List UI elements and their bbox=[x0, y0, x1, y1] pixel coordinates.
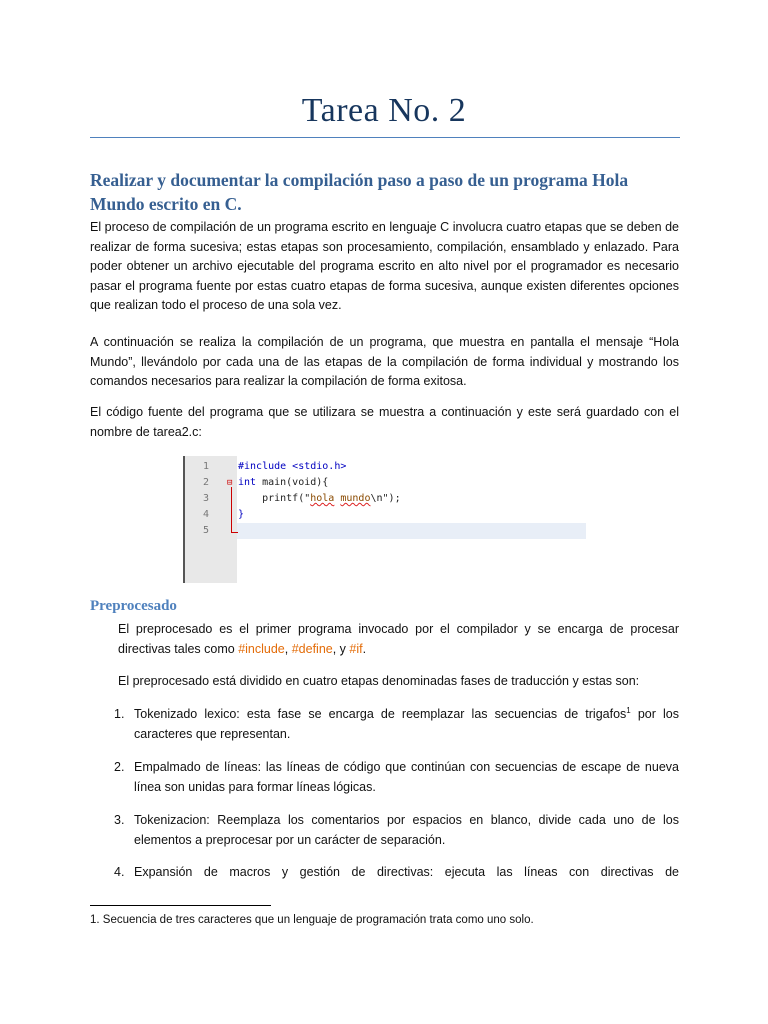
text: . bbox=[362, 641, 367, 656]
section-heading-main: Realizar y documentar la compilación paso a paso de un programa Hola Mundo escrito en C. bbox=[90, 170, 629, 214]
code-text: } bbox=[238, 509, 245, 520]
code-screenshot bbox=[183, 456, 586, 583]
fold-collapse-icon[interactable]: ⊟ bbox=[227, 478, 233, 488]
code-line-1 bbox=[183, 459, 586, 475]
list-text: Tokenizacion: Reemplaza los comentarios por espacios en blanco, divide cada uno de los elementos a preprocesar por un carácter de separación. bbox=[134, 813, 679, 847]
code-text: #include <stdio.h> bbox=[238, 461, 347, 472]
directive-define: #define bbox=[291, 641, 333, 656]
directive-if: #if bbox=[349, 641, 363, 656]
text: , y bbox=[332, 641, 350, 656]
list-item bbox=[114, 811, 679, 850]
paragraph-fases: El preprocesado está dividido en cuatro etapas denominadas fases de traducción y estas son: bbox=[118, 674, 640, 688]
footnote-separator bbox=[90, 905, 271, 906]
list-number: 4. bbox=[114, 865, 125, 879]
paragraph-preprocesado-intro bbox=[118, 620, 679, 659]
code-keyword: int bbox=[238, 477, 257, 488]
footnote-ref-link[interactable]: 1 bbox=[626, 705, 631, 715]
code-call-end: \n"); bbox=[370, 493, 401, 504]
paragraph-continuation: A continuación se realiza la compilación de un programa, que muestra en pantalla el mensaje “Hola Mundo”, llevándolo por cada una de las etapas de la compilación de forma individual y mostrando los comandos necesarios para realizar la compilación de forma exitosa. bbox=[90, 335, 679, 388]
list-text: Empalmado de líneas: las líneas de código que continúan con secuencias de escape de nueva línea son unidas para formar líneas lógicas. bbox=[134, 760, 679, 794]
text: El preprocesado es el primer programa invocado por el compilador y se encarga de procesar directivas tales como bbox=[118, 622, 679, 656]
code-line-4 bbox=[183, 507, 586, 523]
paragraph-intro: El proceso de compilación de un programa escrito en lenguaje C involucra cuatro etapas que se deben de realizar de forma sucesiva; estas etapas son procesamiento, compilación, ensamblado y enlazado. Para poder obtener un archivo ejecutable del programa escrito en alto nivel por el programador es necesario pasar el programa fuente por estas cuatro etapas de forma sucesiva, aunque existen diferentes opciones que realizan todo el proceso de una sola vez. bbox=[90, 220, 679, 312]
code-line-5 bbox=[183, 523, 586, 539]
code-text bbox=[238, 475, 328, 491]
list-text: Tokenizado lexico: esta fase se encarga de reemplazar las secuencias de trigafos bbox=[134, 707, 627, 721]
title-underline bbox=[90, 137, 680, 138]
list-text: Expansión de macros y gestión de directivas: ejecuta las líneas con directivas de bbox=[134, 865, 679, 879]
line-number: 1 bbox=[202, 461, 209, 472]
code-string-word: mundo bbox=[340, 493, 371, 504]
code-line-3 bbox=[183, 491, 586, 507]
line-number: 3 bbox=[202, 493, 209, 504]
list-number: 2. bbox=[114, 760, 125, 774]
code-text bbox=[238, 491, 401, 507]
page-title: Tarea No. 2 bbox=[301, 92, 467, 129]
line-number: 4 bbox=[202, 509, 209, 520]
line-number: 5 bbox=[202, 525, 209, 536]
code-text-rest: main(void){ bbox=[256, 477, 329, 488]
paragraph-source-code: El código fuente del programa que se utilizara se muestra a continuación y este será guardado con el nombre de tarea2.c: bbox=[90, 405, 679, 439]
list-number: 1. bbox=[114, 707, 125, 721]
text: , bbox=[284, 641, 292, 656]
list-item bbox=[114, 863, 679, 883]
list-number: 3. bbox=[114, 813, 125, 827]
line-number: 2 bbox=[202, 477, 209, 488]
code-string-word: hola bbox=[310, 493, 335, 504]
section-heading-preprocesado: Preprocesado bbox=[90, 598, 177, 614]
code-call: printf(" bbox=[238, 493, 311, 504]
code-line-2 bbox=[183, 475, 586, 491]
footnote: 1. Secuencia de tres caracteres que un lenguaje de programación trata como uno solo. bbox=[90, 914, 534, 926]
list-item bbox=[114, 705, 679, 744]
list-item bbox=[114, 758, 679, 797]
list-text-cont: por los caracteres que representan. bbox=[134, 707, 679, 741]
directive-include: #include bbox=[238, 641, 285, 656]
